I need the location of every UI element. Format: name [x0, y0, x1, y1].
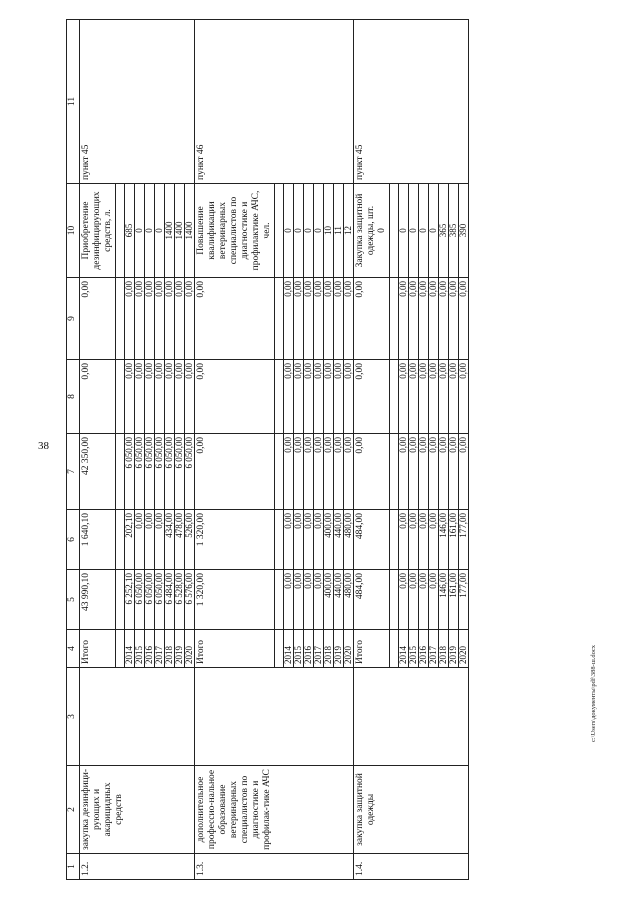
- year-c8: 0,00: [429, 360, 439, 434]
- year-indicator-value: 0: [429, 184, 439, 278]
- year-c6: 0,00: [419, 510, 429, 570]
- year-cell: 2020: [459, 630, 469, 668]
- indicator-text: Повышение квалификации ветеринарных специалистов по диагностике и профилактике АЧС, чел.: [196, 190, 272, 271]
- col-header: 6: [67, 510, 80, 570]
- year-c8: 0,00: [439, 360, 449, 434]
- year-c8: 0,00: [304, 360, 314, 434]
- year-c6: 400,00: [324, 510, 334, 570]
- footer-file-path: c:\Users\документы\pdf\388-ш.docx: [590, 644, 597, 742]
- total-c9: 0,00: [80, 278, 116, 360]
- measure-name: закупка защитной одежды: [354, 766, 469, 854]
- indicator-cell: [80, 184, 116, 278]
- year-c6: 0,00: [155, 510, 165, 570]
- year-c7: 0,00: [344, 434, 354, 510]
- year-cell: 2019: [334, 630, 344, 668]
- year-c8: 0,00: [449, 360, 459, 434]
- year-c9: 0,00: [175, 278, 185, 360]
- year-c9: 0,00: [165, 278, 175, 360]
- year-c6: 0,00: [399, 510, 409, 570]
- year-c9: 0,00: [284, 278, 294, 360]
- year-cell: 2020: [185, 630, 195, 668]
- year-cell: 2017: [314, 630, 324, 668]
- year-c8: 0,00: [419, 360, 429, 434]
- year-cell: 2018: [324, 630, 334, 668]
- section-number: 1.2.: [80, 854, 195, 880]
- year-c8: 0,00: [314, 360, 324, 434]
- year-indicator-value: 0: [155, 184, 165, 278]
- total-c7: 42 350,00: [80, 434, 116, 510]
- year-c7: 0,00: [334, 434, 344, 510]
- total-c8: 0,00: [195, 360, 275, 434]
- year-cell: 2017: [429, 630, 439, 668]
- year-c5: 0,00: [294, 570, 304, 630]
- col-header: 7: [67, 434, 80, 510]
- year-c9: 0,00: [324, 278, 334, 360]
- year-c8: 0,00: [459, 360, 469, 434]
- year-c7: 6 050,00: [185, 434, 195, 510]
- year-indicator-value: 12: [344, 184, 354, 278]
- total-c5: 484,00: [354, 570, 390, 630]
- year-c7: 0,00: [324, 434, 334, 510]
- year-indicator-value: 0: [284, 184, 294, 278]
- year-c9: 0,00: [155, 278, 165, 360]
- year-indicator-value: 11: [334, 184, 344, 278]
- year-c7: 6 050,00: [165, 434, 175, 510]
- year-cell: 2019: [175, 630, 185, 668]
- year-c5: 0,00: [399, 570, 409, 630]
- year-c6: 0,00: [145, 510, 155, 570]
- year-c7: 0,00: [284, 434, 294, 510]
- year-c7: 0,00: [449, 434, 459, 510]
- year-indicator-value: 0: [409, 184, 419, 278]
- year-c6: 0,00: [429, 510, 439, 570]
- year-c7: 0,00: [294, 434, 304, 510]
- year-cell: 2019: [449, 630, 459, 668]
- year-c9: 0,00: [294, 278, 304, 360]
- year-indicator-value: 385: [449, 184, 459, 278]
- col-3-cell: [195, 668, 354, 766]
- year-c6: 526,00: [185, 510, 195, 570]
- indicator-text: Закупка защитной одежды, шт.: [355, 193, 376, 268]
- total-c7: 0,00: [195, 434, 275, 510]
- year-cell: 2016: [304, 630, 314, 668]
- total-c6: 1 320,00: [195, 510, 275, 570]
- year-cell: 2014: [125, 630, 135, 668]
- year-c6: 0,00: [135, 510, 145, 570]
- year-cell: 2018: [165, 630, 175, 668]
- year-c7: 0,00: [419, 434, 429, 510]
- year-c5: 0,00: [284, 570, 294, 630]
- total-c6: 484,00: [354, 510, 390, 570]
- year-c6: 480,00: [344, 510, 354, 570]
- year-c8: 0,00: [344, 360, 354, 434]
- total-c6: 1 640,10: [80, 510, 116, 570]
- col-header: 10: [67, 184, 80, 278]
- year-c7: 0,00: [399, 434, 409, 510]
- year-c8: 0,00: [324, 360, 334, 434]
- year-c9: 0,00: [304, 278, 314, 360]
- measure-name: закупка дезинфици-рующих и акарицидных средств: [80, 766, 195, 854]
- year-indicator-value: 0: [135, 184, 145, 278]
- section-total-row: [354, 20, 390, 880]
- year-c6: 177,00: [459, 510, 469, 570]
- year-indicator-value: 0: [314, 184, 324, 278]
- year-c7: 6 050,00: [125, 434, 135, 510]
- indicator-text: Приобретение дезинфицирующих средств, л.: [81, 191, 113, 270]
- legal-point: пункт 46: [195, 20, 354, 184]
- year-c6: 478,00: [175, 510, 185, 570]
- year-c8: 0,00: [334, 360, 344, 434]
- year-c7: 0,00: [459, 434, 469, 510]
- year-c5: 161,00: [449, 570, 459, 630]
- legal-point: пункт 45: [354, 20, 469, 184]
- col-header: 8: [67, 360, 80, 434]
- measure-name: дополнительное профессио-нальное образование ветеринарных специалистов по диагностике и профилак-тике АЧС: [195, 766, 354, 854]
- total-c9: 0,00: [195, 278, 275, 360]
- year-c9: 0,00: [409, 278, 419, 360]
- year-c6: 0,00: [304, 510, 314, 570]
- year-c8: 0,00: [185, 360, 195, 434]
- year-c6: 161,00: [449, 510, 459, 570]
- indicator-cell: [354, 184, 390, 278]
- total-c8: 0,00: [80, 360, 116, 434]
- year-c7: 6 050,00: [175, 434, 185, 510]
- year-c7: 6 050,00: [135, 434, 145, 510]
- year-c5: 6 528,00: [175, 570, 185, 630]
- year-c5: 6 050,00: [145, 570, 155, 630]
- year-c7: 0,00: [409, 434, 419, 510]
- year-cell: 2020: [344, 630, 354, 668]
- total-label: Итого: [80, 630, 116, 668]
- year-indicator-value: 0: [419, 184, 429, 278]
- section-number: 1.4.: [354, 854, 469, 880]
- col-header: 9: [67, 278, 80, 360]
- year-c9: 0,00: [429, 278, 439, 360]
- year-c8: 0,00: [409, 360, 419, 434]
- year-indicator-value: 1400: [175, 184, 185, 278]
- year-cell: 2014: [284, 630, 294, 668]
- year-cell: 2016: [419, 630, 429, 668]
- total-label: Итого: [195, 630, 275, 668]
- year-c8: 0,00: [155, 360, 165, 434]
- year-c7: 0,00: [304, 434, 314, 510]
- col-header: 2: [67, 766, 80, 854]
- year-c5: 6 252,10: [125, 570, 135, 630]
- col-header: 11: [67, 20, 80, 184]
- year-c6: 434,00: [165, 510, 175, 570]
- year-c5: 440,00: [334, 570, 344, 630]
- year-c7: 6 050,00: [155, 434, 165, 510]
- year-c5: 480,00: [344, 570, 354, 630]
- legal-point: пункт 45: [80, 20, 195, 184]
- year-c9: 0,00: [449, 278, 459, 360]
- year-c6: 0,00: [294, 510, 304, 570]
- year-c9: 0,00: [135, 278, 145, 360]
- year-c6: 202,10: [125, 510, 135, 570]
- section-total-row: [80, 20, 116, 880]
- total-c7: 0,00: [354, 434, 390, 510]
- year-c7: 0,00: [314, 434, 324, 510]
- year-c8: 0,00: [175, 360, 185, 434]
- indicator-total: 0: [377, 228, 387, 233]
- program-table: [66, 19, 469, 880]
- year-indicator-value: 390: [459, 184, 469, 278]
- col-header: 4: [67, 630, 80, 668]
- total-c8: 0,00: [354, 360, 390, 434]
- year-indicator-value: 1400: [165, 184, 175, 278]
- total-c5: 43 990,10: [80, 570, 116, 630]
- col-3-cell: [80, 668, 195, 766]
- year-indicator-value: 365: [439, 184, 449, 278]
- total-c5: 1 320,00: [195, 570, 275, 630]
- year-c7: 6 050,00: [145, 434, 155, 510]
- year-c5: 0,00: [314, 570, 324, 630]
- year-c9: 0,00: [439, 278, 449, 360]
- year-indicator-value: 10: [324, 184, 334, 278]
- year-c5: 0,00: [409, 570, 419, 630]
- year-c9: 0,00: [399, 278, 409, 360]
- year-c5: 0,00: [429, 570, 439, 630]
- year-c5: 6 050,00: [135, 570, 145, 630]
- year-indicator-value: 0: [399, 184, 409, 278]
- year-c8: 0,00: [294, 360, 304, 434]
- year-indicator-value: 1400: [185, 184, 195, 278]
- year-c8: 0,00: [399, 360, 409, 434]
- section-total-row: [195, 20, 275, 880]
- page-number: 38: [38, 440, 49, 452]
- year-c5: 400,00: [324, 570, 334, 630]
- indicator-cell: [195, 184, 275, 278]
- year-c9: 0,00: [185, 278, 195, 360]
- year-c8: 0,00: [165, 360, 175, 434]
- col-header: 3: [67, 668, 80, 766]
- year-c5: 146,00: [439, 570, 449, 630]
- year-indicator-value: 0: [294, 184, 304, 278]
- year-c7: 0,00: [439, 434, 449, 510]
- year-c6: 146,00: [439, 510, 449, 570]
- year-cell: 2015: [409, 630, 419, 668]
- year-c8: 0,00: [145, 360, 155, 434]
- year-c5: 6 050,00: [155, 570, 165, 630]
- year-c9: 0,00: [344, 278, 354, 360]
- total-c9: 0,00: [354, 278, 390, 360]
- year-c9: 0,00: [459, 278, 469, 360]
- year-c5: 0,00: [304, 570, 314, 630]
- year-c8: 0,00: [135, 360, 145, 434]
- year-c5: 177,00: [459, 570, 469, 630]
- total-label: Итого: [354, 630, 390, 668]
- year-c5: 0,00: [419, 570, 429, 630]
- year-indicator-value: 0: [145, 184, 155, 278]
- year-indicator-value: 685: [125, 184, 135, 278]
- year-cell: 2016: [145, 630, 155, 668]
- year-c6: 0,00: [409, 510, 419, 570]
- year-cell: 2015: [135, 630, 145, 668]
- col-header: 5: [67, 570, 80, 630]
- year-cell: 2014: [399, 630, 409, 668]
- year-c8: 0,00: [125, 360, 135, 434]
- year-indicator-value: 0: [304, 184, 314, 278]
- year-cell: 2018: [439, 630, 449, 668]
- year-c9: 0,00: [334, 278, 344, 360]
- year-c5: 6 484,00: [165, 570, 175, 630]
- year-c9: 0,00: [314, 278, 324, 360]
- year-c9: 0,00: [125, 278, 135, 360]
- year-cell: 2015: [294, 630, 304, 668]
- year-c5: 6 576,00: [185, 570, 195, 630]
- col-header: 1: [67, 854, 80, 880]
- section-number: 1.3.: [195, 854, 354, 880]
- rotated-page-content: [66, 20, 606, 880]
- year-c6: 440,00: [334, 510, 344, 570]
- year-c6: 0,00: [314, 510, 324, 570]
- year-c7: 0,00: [429, 434, 439, 510]
- year-cell: 2017: [155, 630, 165, 668]
- year-c9: 0,00: [145, 278, 155, 360]
- col-3-cell: [354, 668, 469, 766]
- year-c6: 0,00: [284, 510, 294, 570]
- year-c9: 0,00: [419, 278, 429, 360]
- year-c8: 0,00: [284, 360, 294, 434]
- header-row: [67, 20, 80, 880]
